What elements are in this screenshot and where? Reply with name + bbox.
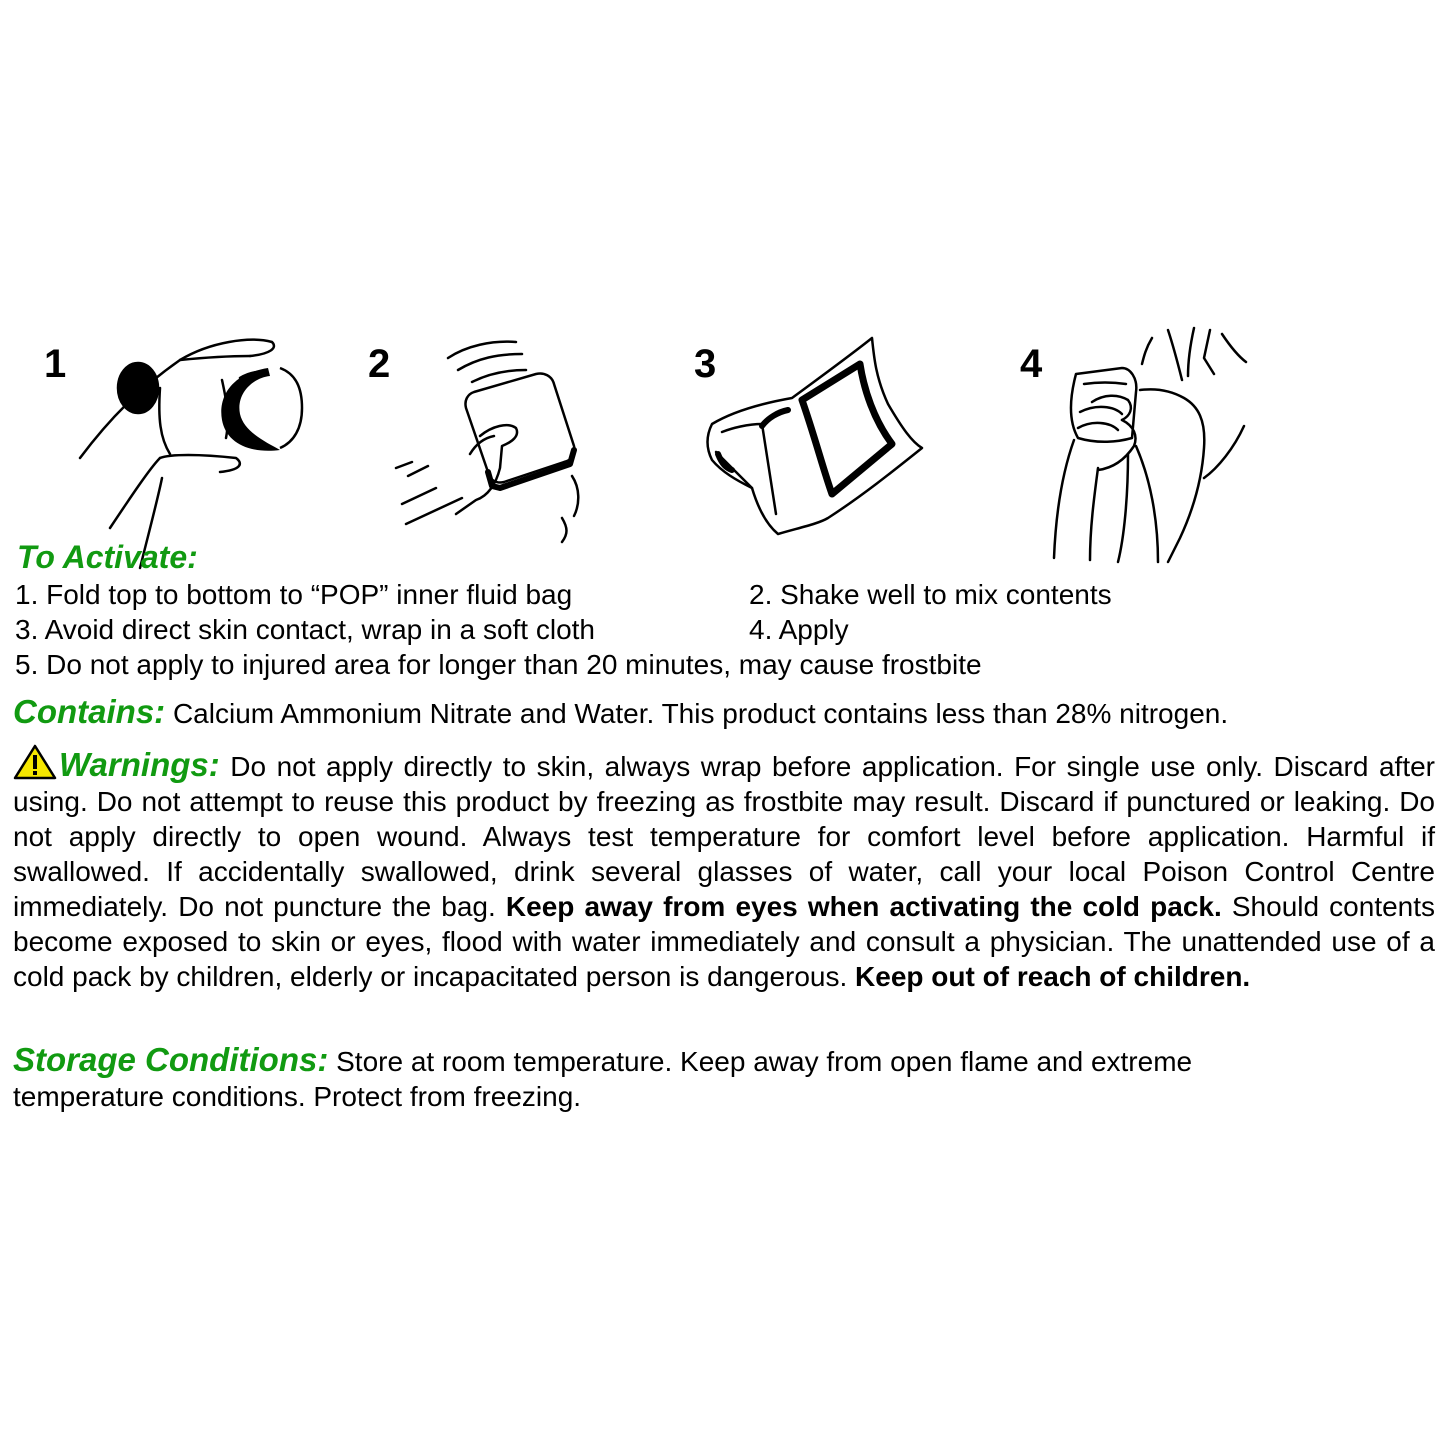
- shake-pack-icon: [366, 328, 596, 564]
- storage-heading: Storage Conditions:: [13, 1041, 329, 1078]
- contains-section: [13, 694, 1413, 731]
- warnings-bold-2: Keep out of reach of children.: [855, 961, 1251, 992]
- warnings-section: [13, 744, 1435, 994]
- activate-item-3: 3. Avoid direct skin contact, wrap in a soft cloth: [15, 614, 596, 645]
- fold-pack-hands-icon: [40, 328, 310, 564]
- warnings-bold-1: Keep away from eyes when activating the cold pack.: [505, 891, 1222, 922]
- step-2: [366, 328, 626, 564]
- activate-heading: To Activate:: [17, 539, 198, 575]
- contains-text: Calcium Ammonium Nitrate and Water. This product contains less than 28% nitrogen.: [172, 698, 1229, 729]
- warnings-text-2: Should contents become exposed to skin or eyes, flood with water immediately and consult a physician. The unattended use of a cold pack by children, elderly or incapacitated person is dangerous.: [13, 891, 1436, 992]
- step-number: 3: [694, 342, 717, 386]
- storage-section: [13, 1042, 1313, 1114]
- warnings-text-1: Do not apply directly to skin, always wrap before application. For single use only. Discard after using. Do not attempt to reuse this product by freezing as frostbite may result. Discard if punctured or leaking. Do not apply directly to open wound. Always test temperature for comfort level before application. Harmful if swallowed. If accidentally swallowed, drink several glasses of water, call your local Poison Control Centre immediately. Do not puncture the bag.: [13, 751, 1435, 922]
- contains-heading: Contains:: [13, 693, 166, 730]
- step-number: 2: [368, 342, 391, 386]
- activate-item-5: 5. Do not apply to injured area for longer than 20 minutes, may cause frostbite: [15, 649, 982, 680]
- activate-item-4: 4. Apply: [749, 614, 849, 645]
- step-4: [1018, 328, 1278, 564]
- warning-triangle-icon: [13, 744, 57, 780]
- warnings-heading: Warnings:: [59, 746, 220, 783]
- activate-item-1: 1. Fold top to bottom to “POP” inner fluid bag: [15, 579, 573, 610]
- wrap-cloth-icon: [692, 328, 932, 564]
- storage-text: Store at room temperature. Keep away from open flame and extreme temperature conditions. Protect from freezing.: [13, 1046, 1193, 1112]
- step-number: 1: [44, 342, 67, 386]
- step-1: [40, 328, 300, 564]
- apply-shoulder-icon: [1018, 328, 1258, 564]
- step-3: [692, 328, 952, 564]
- activate-item-2: 2. Shake well to mix contents: [749, 579, 1112, 610]
- step-number: 4: [1020, 342, 1043, 386]
